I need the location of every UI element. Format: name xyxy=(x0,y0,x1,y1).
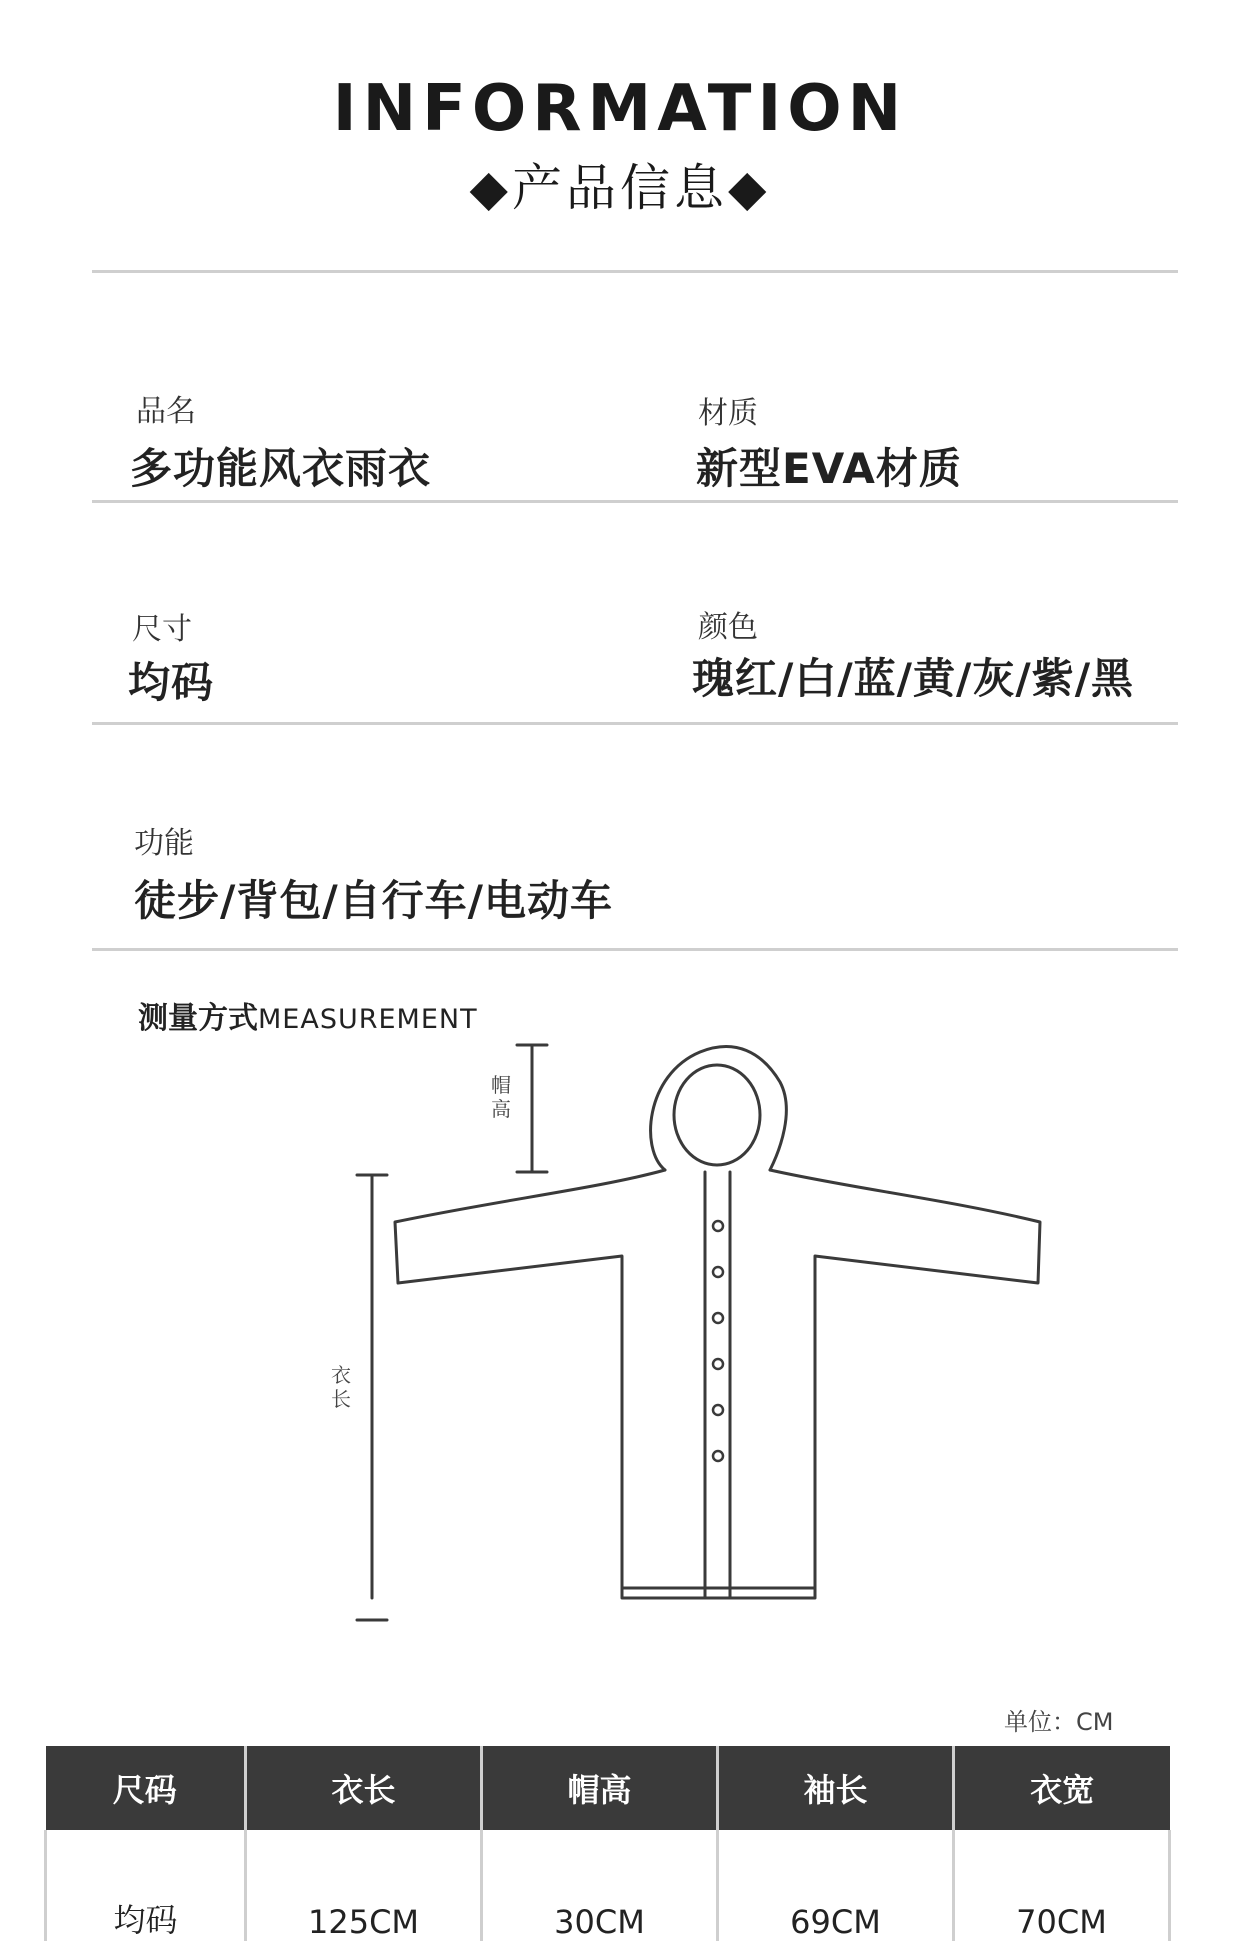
page-title: INFORMATION xyxy=(332,72,908,146)
material-label: 材质 xyxy=(698,396,758,431)
button xyxy=(713,1267,723,1277)
unit-label: 单位：CM xyxy=(1004,1708,1114,1736)
table-header-row xyxy=(46,1746,1170,1830)
cell-width: 70CM xyxy=(954,1830,1170,1941)
cell-sleeve-length: 69CM xyxy=(718,1830,954,1941)
cell-hood-height: 30CM xyxy=(482,1830,718,1941)
button xyxy=(713,1451,723,1461)
header-sleeve-length: 袖长 xyxy=(718,1746,954,1830)
product-name-value: 多功能风衣雨衣 xyxy=(130,444,432,493)
measurement-title-en: MEASUREMENT xyxy=(258,1004,478,1035)
function-value: 徒步/背包/自行车/电动车 xyxy=(134,876,614,925)
measurement-title-cn: 测量方式 xyxy=(138,1001,258,1036)
hood-height-label: 帽高 xyxy=(491,1073,511,1121)
header-length: 衣长 xyxy=(246,1746,482,1830)
function-label: 功能 xyxy=(134,826,194,861)
table-row xyxy=(46,1830,1170,1941)
header-size: 尺码 xyxy=(46,1746,246,1830)
cell-length: 125CM xyxy=(246,1830,482,1941)
size-table xyxy=(44,1746,1171,1941)
cell-size: 均码 xyxy=(46,1830,246,1941)
button xyxy=(713,1221,723,1231)
material-value: 新型EVA材质 xyxy=(696,444,962,493)
size-value: 均码 xyxy=(128,658,215,707)
hood-opening xyxy=(674,1065,760,1165)
product-name-label: 品名 xyxy=(136,394,196,429)
color-label: 颜色 xyxy=(698,610,758,645)
header-width: 衣宽 xyxy=(954,1746,1170,1830)
length-label: 衣长 xyxy=(331,1363,351,1411)
page-subtitle: ◆产品信息◆ xyxy=(469,159,771,217)
color-value: 瑰红/白/蓝/黄/灰/紫/黑 xyxy=(692,654,1135,703)
size-label: 尺寸 xyxy=(132,612,192,647)
button xyxy=(713,1313,723,1323)
button xyxy=(713,1405,723,1415)
button xyxy=(713,1359,723,1369)
coat-body xyxy=(395,1170,1040,1598)
header-hood-height: 帽高 xyxy=(482,1746,718,1830)
